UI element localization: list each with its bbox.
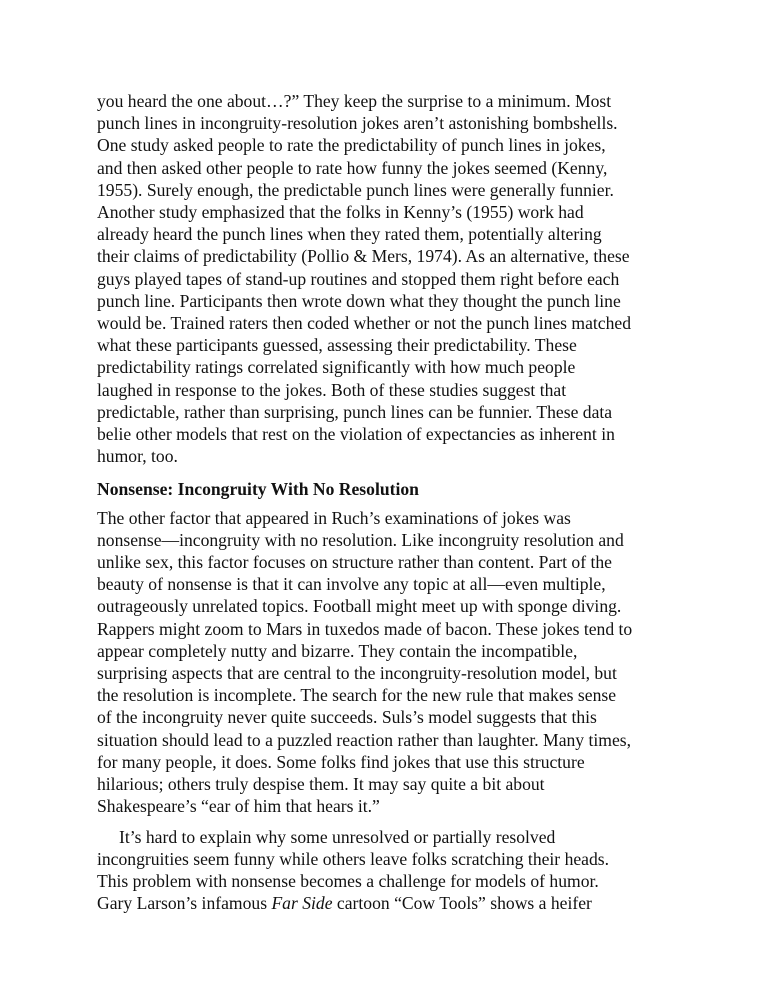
text-line: This problem with nonsense becomes a challenge for models of humor. [97,870,599,891]
text-line: Another study emphasized that the folks in Kenny’s (1955) work had [97,202,584,223]
text-line-with-title [97,892,697,914]
text-line: punch line. Participants then wrote down what they thought the punch line [97,290,621,311]
text-line: would be. Trained raters then coded whether or not the punch lines matched [97,313,632,334]
text-line: It’s hard to explain why some unresolved or partially resolved [119,826,556,847]
text-line: their claims of predictability (Pollio & Mers, 1974). As an alternative, these [97,246,630,267]
text-line: The other factor that appeared in Ruch’s examinations of jokes was [97,507,571,528]
text-line: Shakespeare’s “ear of him that hears it.” [97,796,380,817]
text-line: already heard the punch lines when they rated them, potentially altering [97,224,602,245]
text-line: One study asked people to rate the predictability of punch lines in jokes, [97,135,606,156]
text-line: beauty of nonsense is that it can involve any topic at all—even multiple, [97,574,606,595]
text-line: guys played tapes of stand-up routines and stopped them right before each [97,268,620,289]
text-line: humor, too. [97,446,178,467]
document-page [97,90,697,914]
paragraph-continued [97,90,697,467]
text-line: Rappers might zoom to Mars in tuxedos made of bacon. These jokes tend to [97,618,633,639]
text-run: cartoon “Cow Tools” shows a heifer [332,893,592,914]
text-line: hilarious; others truly despise them. It may say quite a bit about [97,774,545,795]
text-line: nonsense—incongruity with no resolution. Like incongruity resolution and [97,529,624,550]
text-line: for many people, it does. Some folks find jokes that use this structure [97,751,585,772]
text-line: and then asked other people to rate how funny the jokes seemed (Kenny, [97,157,608,178]
text-run: Gary Larson’s infamous [97,893,272,914]
section-heading: Nonsense: Incongruity With No Resolution [97,479,419,500]
text-line: unlike sex, this factor focuses on structure rather than content. Part of the [97,552,612,573]
text-line: appear completely nutty and bizarre. They contain the incompatible, [97,640,578,661]
paragraph-challenge [97,826,697,915]
text-line: predictable, rather than surprising, punch lines can be funnier. These data [97,401,613,422]
text-line: surprising aspects that are central to the incongruity-resolution model, but [97,663,617,684]
text-line: you heard the one about…?” They keep the surprise to a minimum. Most [97,91,612,111]
text-line: what these participants guessed, assessing their predictability. These [97,335,577,356]
text-line: incongruities seem funny while others leave folks scratching their heads. [97,848,610,869]
text-line: predictability ratings correlated significantly with how much people [97,357,576,378]
text-line: of the incongruity never quite succeeds. Suls’s model suggests that this [97,707,597,728]
paragraph-nonsense [97,507,697,818]
text-line: the resolution is incomplete. The search for the new rule that makes sense [97,685,617,706]
text-line: laughed in response to the jokes. Both of these studies suggest that [97,379,567,400]
text-line: 1955). Surely enough, the predictable punch lines were generally funnier. [97,179,614,200]
text-line: belie other models that rest on the violation of expectancies as inherent in [97,424,615,445]
text-line: punch lines in incongruity-resolution jokes aren’t astonishing bombshells. [97,113,618,134]
text-line: outrageously unrelated topics. Football might meet up with sponge diving. [97,596,622,617]
cartoon-title: Far Side [271,893,333,914]
text-line: situation should lead to a puzzled reaction rather than laughter. Many times, [97,729,632,750]
